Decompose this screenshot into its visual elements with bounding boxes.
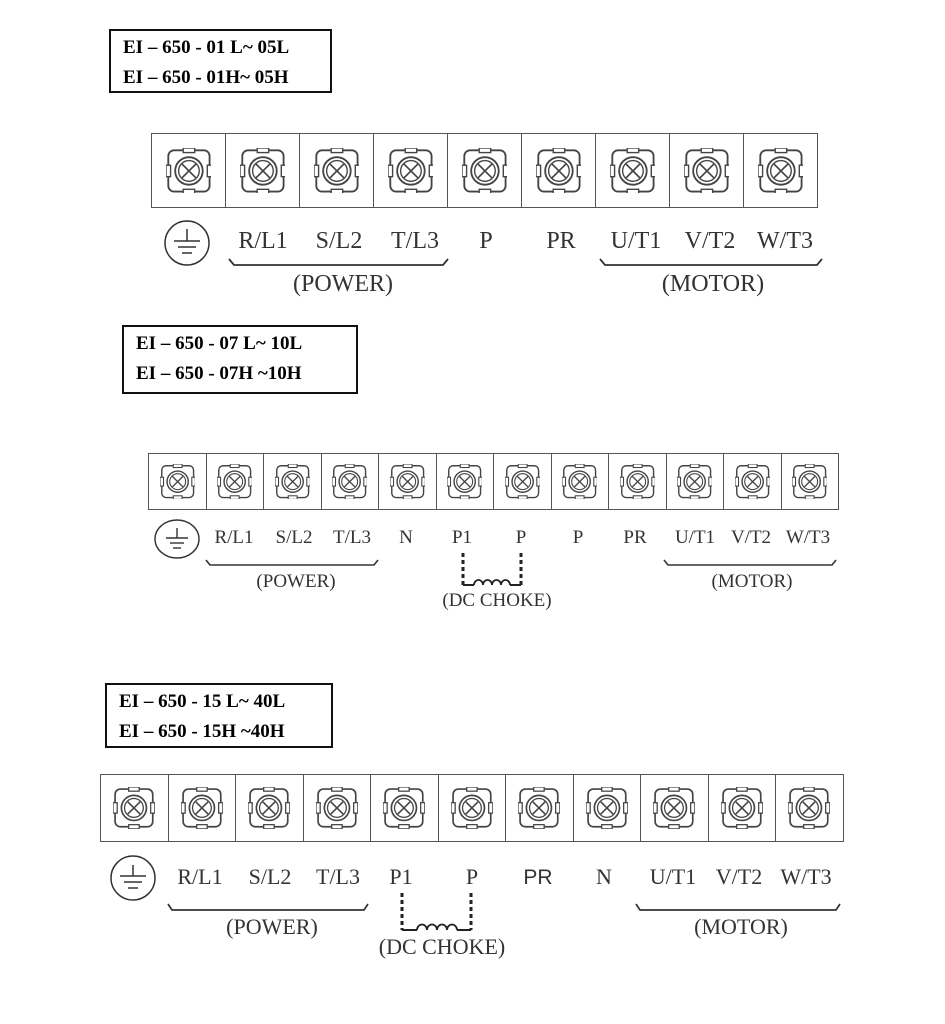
motor-bracket [664,560,836,565]
terminal-label-w-t3: W/T3 [757,228,813,254]
terminal-label-v-t2: V/T2 [730,527,772,548]
screw-terminal-icon [166,148,212,194]
motor-group-label: (MOTOR) [661,271,765,297]
model-line: EI – 650 - 07H ~10H [136,363,302,384]
power-bracket [229,259,448,265]
terminal-label-u-t1: U/T1 [610,228,662,254]
power-bracket [168,904,368,910]
terminal-block [225,133,300,208]
terminal-label-p: P [465,864,479,889]
screw-terminal-icon [562,464,597,499]
terminal-block [521,133,596,208]
screw-terminal-icon [181,787,223,829]
terminal-strip-2 [148,453,839,510]
terminal-label-r-l1: R/L1 [238,228,288,254]
terminal-block [321,453,380,510]
terminal-label-p: P [515,527,527,548]
terminal-label-pr: PR [523,866,553,889]
power-group-label: (POWER) [226,914,318,939]
screw-terminal-icon [332,464,367,499]
power-bracket [206,560,378,565]
screw-terminal-icon [390,464,425,499]
ground-icon [155,520,199,558]
screw-terminal-icon [451,787,493,829]
terminal-block [438,774,507,842]
screw-terminal-icon [113,787,155,829]
terminal-strip-3 [100,774,844,842]
motor-group-label: (MOTOR) [694,914,788,939]
motor-bracket [636,904,840,910]
screw-terminal-icon [536,148,582,194]
inductor-coil-icon [474,580,510,585]
terminal-block [595,133,670,208]
terminal-label-t-l3: T/L3 [316,864,360,889]
terminal-label-r-l1: R/L1 [177,864,223,889]
terminal-block [640,774,709,842]
terminal-block [436,453,495,510]
terminal-label-p: P [479,228,493,254]
terminal-label-pr: PR [546,228,576,254]
terminal-block [608,453,667,510]
model-line: EI – 650 - 15 L~ 40L [119,691,286,712]
screw-terminal-icon [610,148,656,194]
screw-terminal-icon [383,787,425,829]
terminal-label-p1: P1 [389,864,413,889]
terminal-label-n: N [596,864,612,889]
terminal-block [447,133,522,208]
terminal-block [708,774,777,842]
terminal-label-n: N [399,527,413,548]
terminal-block [743,133,818,208]
terminal-block [378,453,437,510]
terminal-block [373,133,448,208]
screw-terminal-icon [586,787,628,829]
screw-terminal-icon [677,464,712,499]
terminal-block [669,133,744,208]
screw-terminal-icon [505,464,540,499]
screw-terminal-icon [240,148,286,194]
terminal-label-v-t2: V/T2 [684,228,736,254]
screw-terminal-icon [721,787,763,829]
motor-group-label: (MOTOR) [711,571,793,592]
terminal-label-u-t1: U/T1 [649,864,697,889]
screw-terminal-icon [314,148,360,194]
inductor-coil-icon [417,925,457,931]
terminal-strip-1 [151,133,818,208]
power-group-label: (POWER) [293,271,393,297]
terminal-block [666,453,725,510]
screw-terminal-icon [758,148,804,194]
terminal-block [299,133,374,208]
screw-terminal-icon [735,464,770,499]
model-box-1 [109,29,332,93]
terminal-block [168,774,237,842]
terminal-block [505,774,574,842]
terminal-label-w-t3: W/T3 [785,527,831,548]
screw-terminal-icon [788,787,830,829]
terminal-block [206,453,265,510]
ground-icon [165,221,209,265]
screw-terminal-icon [275,464,310,499]
model-line: EI – 650 - 15H ~40H [119,721,285,742]
terminal-label-v-t2: V/T2 [715,864,763,889]
terminal-label-t-l3: T/L3 [333,527,371,548]
terminal-label-pr: PR [623,527,647,548]
terminal-block [493,453,552,510]
dc-choke-label: (DC CHOKE) [378,934,506,959]
terminal-label-r-l1: R/L1 [214,527,254,548]
terminal-label-s-l2: S/L2 [248,864,292,889]
model-line: EI – 650 - 01H~ 05H [123,67,289,88]
terminal-label-p: P [572,527,584,548]
model-box-2 [122,325,358,394]
terminal-block [303,774,372,842]
terminal-block [573,774,642,842]
screw-terminal-icon [462,148,508,194]
terminal-block [723,453,782,510]
screw-terminal-icon [217,464,252,499]
terminal-block [235,774,304,842]
screw-terminal-icon [248,787,290,829]
screw-terminal-icon [684,148,730,194]
terminal-block [370,774,439,842]
power-group-label: (POWER) [256,571,336,592]
screw-terminal-icon [316,787,358,829]
terminal-block [551,453,610,510]
terminal-label-w-t3: W/T3 [780,864,832,889]
ground-terminal [148,453,207,510]
ground-terminal [151,133,226,208]
screw-terminal-icon [388,148,434,194]
ground-terminal [100,774,169,842]
terminal-block [781,453,840,510]
screw-terminal-icon [792,464,827,499]
motor-bracket [600,259,822,265]
screw-terminal-icon [653,787,695,829]
terminal-label-p1: P1 [451,527,473,548]
terminal-label-t-l3: T/L3 [391,228,439,254]
screw-terminal-icon [447,464,482,499]
model-line: EI – 650 - 01 L~ 05L [123,37,290,58]
screw-terminal-icon [160,464,195,499]
terminal-label-s-l2: S/L2 [275,527,313,548]
dc-choke-connector [463,553,521,585]
terminal-label-s-l2: S/L2 [315,228,363,254]
dc-choke-connector [402,893,471,930]
screw-terminal-icon [518,787,560,829]
screw-terminal-icon [620,464,655,499]
terminal-block [775,774,844,842]
terminal-label-u-t1: U/T1 [674,527,716,548]
terminal-block [263,453,322,510]
dc-choke-label: (DC CHOKE) [442,590,552,611]
ground-icon [111,856,155,900]
model-line: EI – 650 - 07 L~ 10L [136,333,303,354]
model-box-3 [105,683,333,748]
